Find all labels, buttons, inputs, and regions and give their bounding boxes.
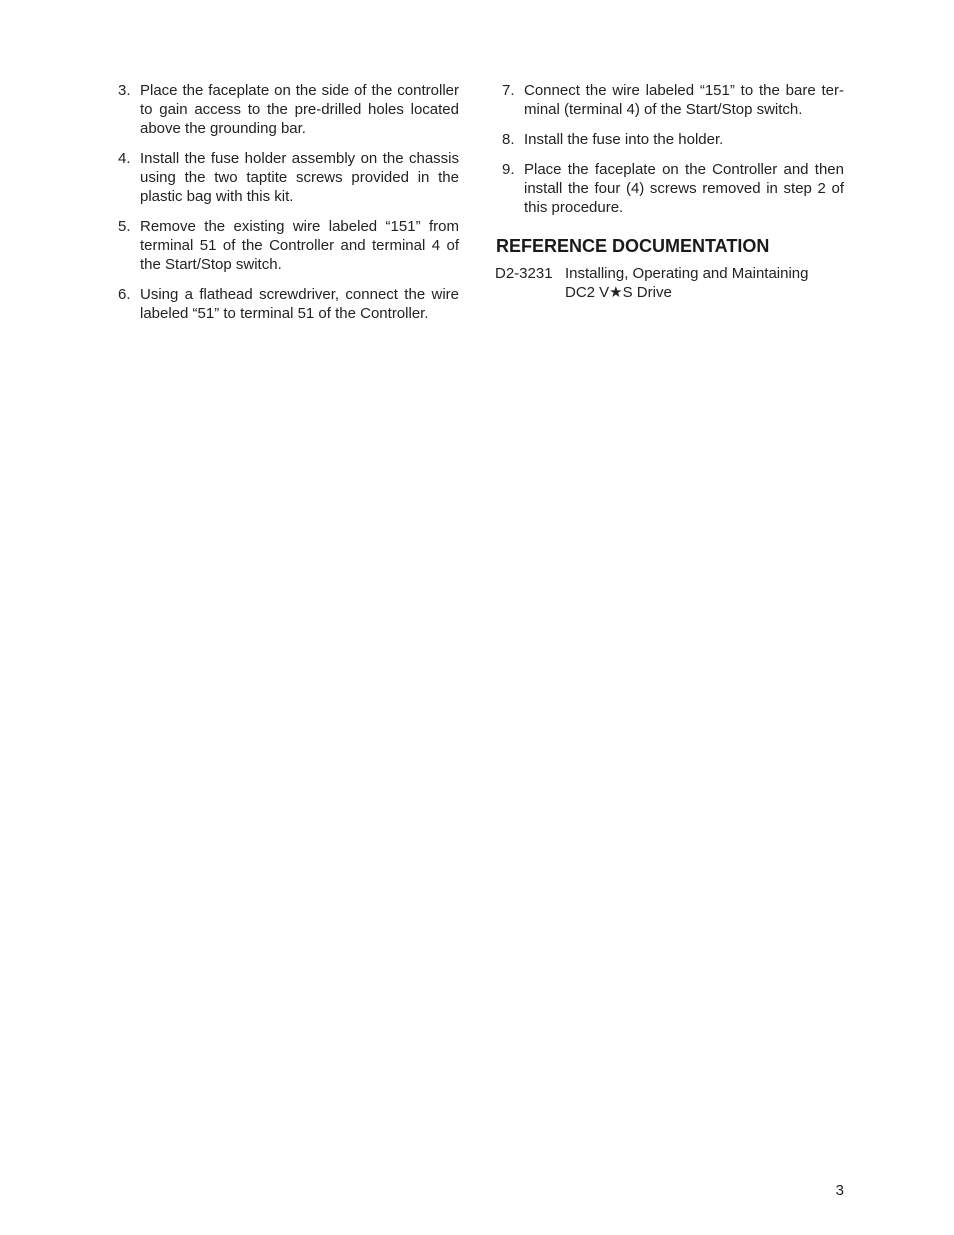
left-column — [118, 81, 459, 334]
step-text: Connect the wire labeled “151” to the bare ter-minal (terminal 4) of the Start/Stop switch. — [524, 82, 844, 118]
reference-entry — [495, 264, 844, 302]
list-item — [118, 149, 459, 206]
step-text: Place the faceplate on the Controller and then install the four (4) screws removed in step 2 of this procedure. — [524, 161, 844, 216]
list-item — [118, 81, 459, 138]
reference-title-line-1: Installing, Operating and Maintaining — [565, 265, 809, 282]
section-heading: REFERENCE DOCUMENTATION — [496, 236, 770, 256]
step-number: 3. — [118, 82, 131, 99]
procedure-steps-right — [502, 81, 844, 217]
step-number: 8. — [502, 131, 515, 148]
step-number: 5. — [118, 218, 131, 235]
step-number: 9. — [502, 161, 515, 178]
step-number: 4. — [118, 150, 131, 167]
step-text: Install the fuse into the holder. — [524, 131, 724, 148]
step-number: 6. — [118, 286, 131, 303]
step-text: Using a flathead screwdriver, connect the wire labeled “51” to terminal 51 of the Controller. — [140, 286, 459, 322]
reference-title-line-2: DC2 V★S Drive — [565, 284, 672, 301]
step-text: Install the fuse holder assembly on the chassis using the two taptite screws provided in the plastic bag with this kit. — [140, 150, 459, 205]
step-number: 7. — [502, 82, 515, 99]
list-item — [118, 217, 459, 274]
procedure-steps-left — [118, 81, 459, 323]
step-text: Place the faceplate on the side of the controller to gain access to the pre-drilled holes located above the grounding bar. — [140, 82, 459, 137]
page-number: 3 — [835, 1182, 844, 1199]
reference-title — [565, 264, 844, 302]
list-item — [502, 160, 844, 217]
right-column — [495, 81, 844, 302]
step-text: Remove the existing wire labeled “151” from terminal 51 of the Controller and terminal 4 of the Start/Stop switch. — [140, 218, 459, 273]
list-item — [502, 130, 844, 149]
list-item — [502, 81, 844, 119]
reference-code: D2-3231 — [495, 265, 553, 282]
list-item — [118, 285, 459, 323]
